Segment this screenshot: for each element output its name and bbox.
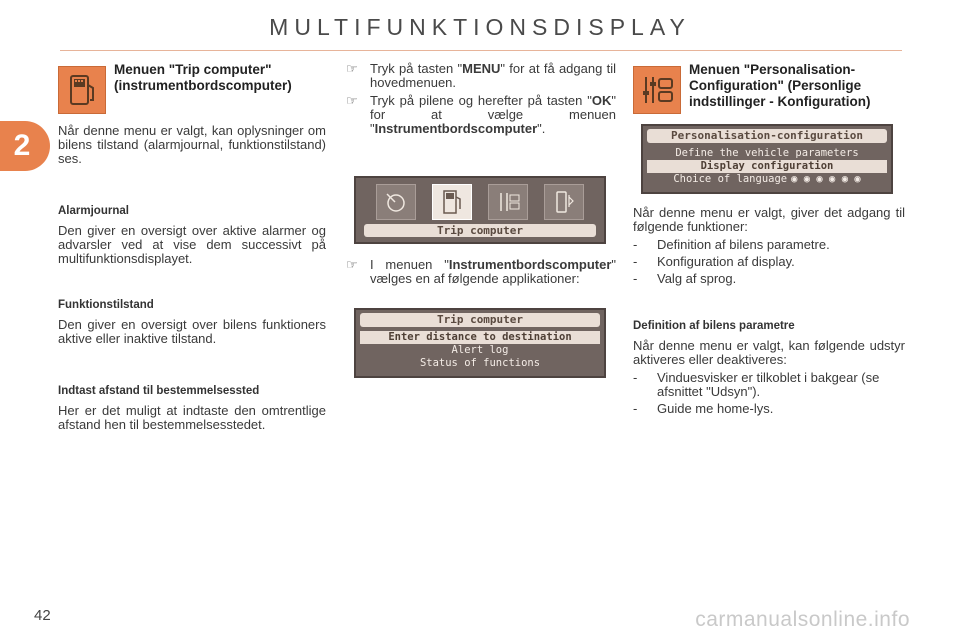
main-menu-screen: [354, 176, 606, 244]
ok-key-label: OK: [591, 93, 612, 108]
trip-computer-screen: [354, 308, 606, 378]
list-item: - Definition af bilens parametre.: [633, 238, 905, 252]
personalisation-title-1: Menuen "Personalisation-: [689, 62, 856, 77]
watermark: carmanualsonline.info: [695, 608, 910, 631]
pointing-hand-icon: ☞: [346, 257, 358, 272]
menu-item-status-of-functions: Status of functions: [419, 357, 541, 369]
main-menu-selected-label: Trip computer: [364, 224, 596, 237]
func-text: Den giver en oversigt over bilens funktioners aktive eller inaktive tilstand.: [58, 317, 326, 346]
list-item-text: Definition af bilens parametre.: [657, 237, 830, 252]
instructions-section: [346, 62, 616, 378]
text: " vælges en af følgende applikationer:: [370, 257, 616, 286]
trip-computer-screen-icon: [432, 184, 472, 220]
personalisation-section: [633, 62, 905, 419]
text: " for at vælge menuen ": [370, 93, 616, 136]
pointing-hand-icon: ☞: [346, 61, 358, 76]
pointing-hand-icon: ☞: [346, 93, 358, 108]
trip-computer-icon: [58, 66, 106, 114]
definition-heading: Definition af bilens parametre: [633, 320, 795, 332]
personalisation-title-3: indstillinger - Konfiguration): [689, 94, 871, 109]
definition-text: Når denne menu er valgt, kan følgende udstyr aktiveres eller deaktiveres:: [633, 338, 905, 367]
alarm-heading: Alarmjournal: [58, 205, 129, 217]
chapter-tab: 2: [0, 121, 50, 171]
personalisation-header: [633, 62, 905, 114]
menu-item-choice-of-language: [647, 173, 887, 186]
settings-screen-icon: [488, 184, 528, 220]
audio-icon: [376, 184, 416, 220]
trip-computer-section: [58, 62, 326, 432]
list-item: - Vinduesvisker er tilkoblet i bakgear (se afsnittet "Udsyn").: [633, 371, 905, 399]
page-number: 42: [34, 607, 51, 624]
list-item: - Guide me home-lys.: [633, 402, 905, 416]
menu-item-alert-log: Alert log: [451, 344, 509, 356]
page-title: MULTIFUNKTIONSDISPLAY: [269, 14, 691, 40]
title-rule: [60, 50, 902, 51]
menu-item-enter-distance: Enter distance to destination: [360, 331, 600, 344]
menu-key-label: MENU: [462, 61, 501, 76]
choice-of-language-label: Choice of language: [673, 173, 788, 185]
text: ".: [537, 121, 546, 136]
text: " for at få adgang til hovedmenuen.: [370, 61, 616, 90]
text: I menuen ": [370, 257, 449, 272]
menu-name-label: Instrumentbordscomputer: [448, 257, 612, 272]
list-item: - Konfiguration af display.: [633, 255, 905, 269]
phone-bluetooth-icon: [544, 184, 584, 220]
alarm-text: Den giver en oversigt over aktive alarmer og advarsler ved at vise dem successivt på multifunktionsdisplayet.: [58, 223, 326, 266]
list-item-text: Konfiguration af display.: [657, 254, 795, 269]
dest-heading: Indtast afstand til bestemmelsessted: [58, 385, 260, 397]
flag-icon: ◉ ◉ ◉ ◉ ◉ ◉: [791, 173, 861, 185]
list-item-text: Vinduesvisker er tilkoblet i bakgear (se afsnittet "Udsyn").: [657, 370, 880, 399]
personalisation-title-2: Configuration" (Personlige: [689, 78, 862, 93]
dest-text: Her er det muligt at indtaste den omtrentlige afstand hen til bestemmelsesstedet.: [58, 403, 326, 432]
personalisation-intro: Når denne menu er valgt, giver det adgang til følgende funktioner:: [633, 205, 905, 234]
list-item: - Valg af sprog.: [633, 272, 905, 286]
list-item-text: Guide me home-lys.: [657, 401, 774, 416]
func-heading: Funktionstilstand: [58, 299, 154, 311]
text: Tryk på pilene og herefter på tasten ": [370, 93, 592, 108]
trip-computer-intro: Når denne menu er valgt, kan oplysninger om bilens tilstand (alarmjournal, funktionstilstand) ses.: [58, 123, 326, 166]
trip-computer-title-2: (instrumentbordscomputer): [114, 78, 292, 93]
trip-computer-title-1: Menuen "Trip computer": [114, 62, 272, 77]
instruction-2: [346, 94, 616, 136]
menu-name-label: Instrumentbordscomputer: [374, 121, 538, 136]
personalisation-screen-title: Personalisation-configuration: [647, 129, 887, 143]
trip-computer-screen-title: Trip computer: [360, 313, 600, 327]
instruction-3: [346, 258, 616, 286]
menu-item-display-configuration: Display configuration: [647, 160, 887, 173]
instruction-1: [346, 62, 616, 90]
trip-computer-header: [58, 62, 326, 114]
personalisation-screen: [641, 124, 893, 194]
text: Tryk på tasten ": [370, 61, 463, 76]
list-item-text: Valg af sprog.: [657, 271, 737, 286]
settings-sliders-icon: [633, 66, 681, 114]
menu-item-define-vehicle-parameters: Define the vehicle parameters: [675, 147, 859, 159]
